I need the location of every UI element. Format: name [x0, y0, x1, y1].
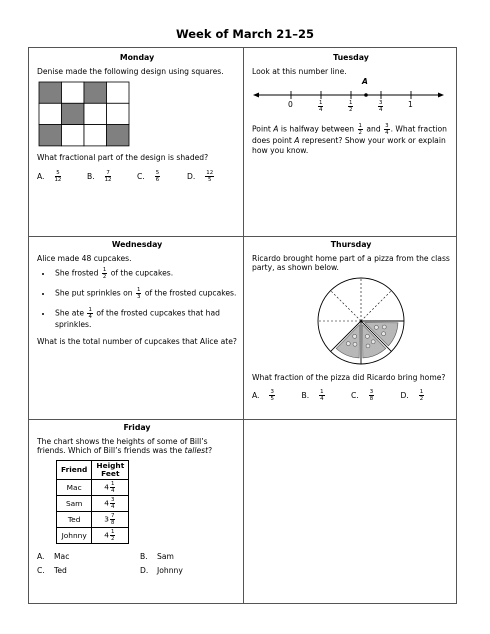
wednesday-question: What is the total number of cupcakes that Alice ate? — [37, 336, 237, 346]
choice-b[interactable]: B. $\frac{7}{12}$ — [87, 169, 112, 183]
height-value: 4 $\frac{1}{2}$ — [92, 527, 129, 543]
thursday-question: What fraction of the pizza did Ricardo bring home? — [252, 372, 446, 382]
tuesday-section — [252, 53, 450, 155]
unshaded-square — [84, 104, 107, 125]
thursday-heading: Thursday — [330, 240, 372, 249]
unshaded-square — [62, 125, 85, 146]
friday-heading: Friday — [123, 423, 151, 432]
page-title: Week of March 21–25 — [175, 27, 315, 41]
friday-choices — [37, 552, 237, 575]
choice-c[interactable]: C. Ted — [37, 565, 67, 575]
bullet-sprinkles: • She put sprinkles on $\frac{1}{3}$ of the frosted cupcakes. — [53, 287, 237, 300]
tick-label-1: 1 — [408, 100, 413, 110]
tick-label-quarter: $\frac{1}{4}$ — [319, 100, 323, 114]
tuesday-question: Point A is halfway between $\frac{1}{2}$ and $\frac{3}{4}$ . What fraction does point A represent? Show your work or explain how you know. — [252, 123, 447, 155]
tick-label-0: 0 — [288, 100, 293, 110]
thursday-section — [252, 240, 450, 402]
pepperoni-topping — [382, 325, 386, 329]
choice-a[interactable]: A. $\frac{3}{5}$ — [252, 388, 274, 402]
friday-prompt: The chart shows the heights of some of Bill’s friends. Which of Bill’s friends was the tallest? — [37, 437, 213, 456]
monday-choices — [37, 170, 237, 183]
table-row — [57, 479, 129, 495]
choice-d[interactable]: D. $\frac{1}{2}$ — [400, 388, 424, 402]
left-arrow-icon — [253, 93, 259, 98]
right-arrow-icon — [438, 93, 444, 98]
height-value: 3 $\frac{7}{8}$ — [92, 511, 129, 527]
pizza-diagram — [286, 275, 436, 367]
shaded-square — [39, 82, 62, 103]
pepperoni-topping — [353, 342, 357, 346]
height-value: 4 $\frac{1}{4}$ — [92, 479, 129, 495]
square-design — [38, 81, 130, 147]
heights-table — [56, 460, 129, 544]
table-row — [57, 495, 129, 511]
friend-name: Sam — [57, 495, 92, 511]
unshaded-square — [62, 82, 85, 103]
table-row — [57, 527, 129, 543]
table-row — [57, 511, 129, 527]
pepperoni-topping — [353, 334, 357, 338]
pepperoni-topping — [346, 341, 350, 345]
unshaded-square — [39, 104, 62, 125]
tuesday-heading: Tuesday — [333, 53, 369, 62]
thursday-prompt: Ricardo brought home part of a pizza from the class party, as shown below. — [252, 254, 450, 273]
number-line — [252, 77, 447, 119]
shaded-square — [62, 104, 85, 125]
friend-name: Mac — [57, 479, 92, 495]
pepperoni-topping — [371, 339, 375, 343]
row-divider — [29, 236, 456, 237]
friend-name: Ted — [57, 511, 92, 527]
pepperoni-topping — [366, 344, 370, 348]
point-a-label: A — [362, 77, 368, 87]
monday-question: What fractional part of the design is shaded? — [37, 153, 209, 163]
col-height: Height Feet — [92, 460, 129, 479]
choice-a[interactable]: A. $\frac{5}{12}$ — [37, 169, 62, 183]
bullet-frosted: • She frosted $\frac{1}{2}$ of the cupcakes. — [53, 267, 237, 280]
shaded-square — [84, 82, 107, 103]
monday-prompt: Denise made the following design using squares. — [37, 67, 224, 77]
point-a — [364, 94, 368, 98]
choice-d[interactable]: D. Johnny — [140, 565, 183, 575]
bullet-ate: • She ate $\frac{1}{4}$ of the frosted cupcakes that had sprinkles. — [53, 307, 237, 329]
col-friend: Friend — [57, 460, 92, 479]
tuesday-prompt: Look at this number line. — [252, 67, 347, 77]
empty-cell — [244, 420, 457, 604]
shaded-square — [39, 125, 62, 146]
wednesday-intro: Alice made 48 cupcakes. — [37, 254, 132, 264]
wednesday-bullets — [37, 267, 237, 329]
friday-section — [37, 423, 237, 575]
choice-d[interactable]: D. $\frac{12}{5}$ — [187, 169, 214, 183]
choice-c[interactable]: C. $\frac{5}{6}$ — [137, 169, 160, 183]
choice-a[interactable]: A. Mac — [37, 551, 70, 561]
monday-section — [37, 53, 237, 183]
wednesday-section — [37, 240, 237, 346]
wednesday-heading: Wednesday — [111, 240, 163, 249]
pepperoni-topping — [365, 334, 369, 338]
worksheet-grid — [28, 47, 457, 604]
shaded-square — [107, 125, 130, 146]
monday-heading: Monday — [119, 53, 155, 62]
choice-c[interactable]: C. $\frac{3}{8}$ — [351, 388, 374, 402]
choice-b[interactable]: B. Sam — [140, 551, 174, 561]
unshaded-square — [107, 82, 130, 103]
tick-label-half: $\frac{1}{2}$ — [349, 100, 353, 114]
thursday-choices — [252, 389, 450, 402]
pepperoni-topping — [374, 325, 378, 329]
friend-name: Johnny — [57, 527, 92, 543]
choice-b[interactable]: B. $\frac{1}{4}$ — [301, 388, 324, 402]
tick-label-three-quarters: $\frac{3}{4}$ — [379, 100, 383, 114]
height-value: 4 $\frac{3}{4}$ — [92, 495, 129, 511]
unshaded-square — [107, 104, 130, 125]
pepperoni-topping — [382, 331, 386, 335]
unshaded-square — [84, 125, 107, 146]
